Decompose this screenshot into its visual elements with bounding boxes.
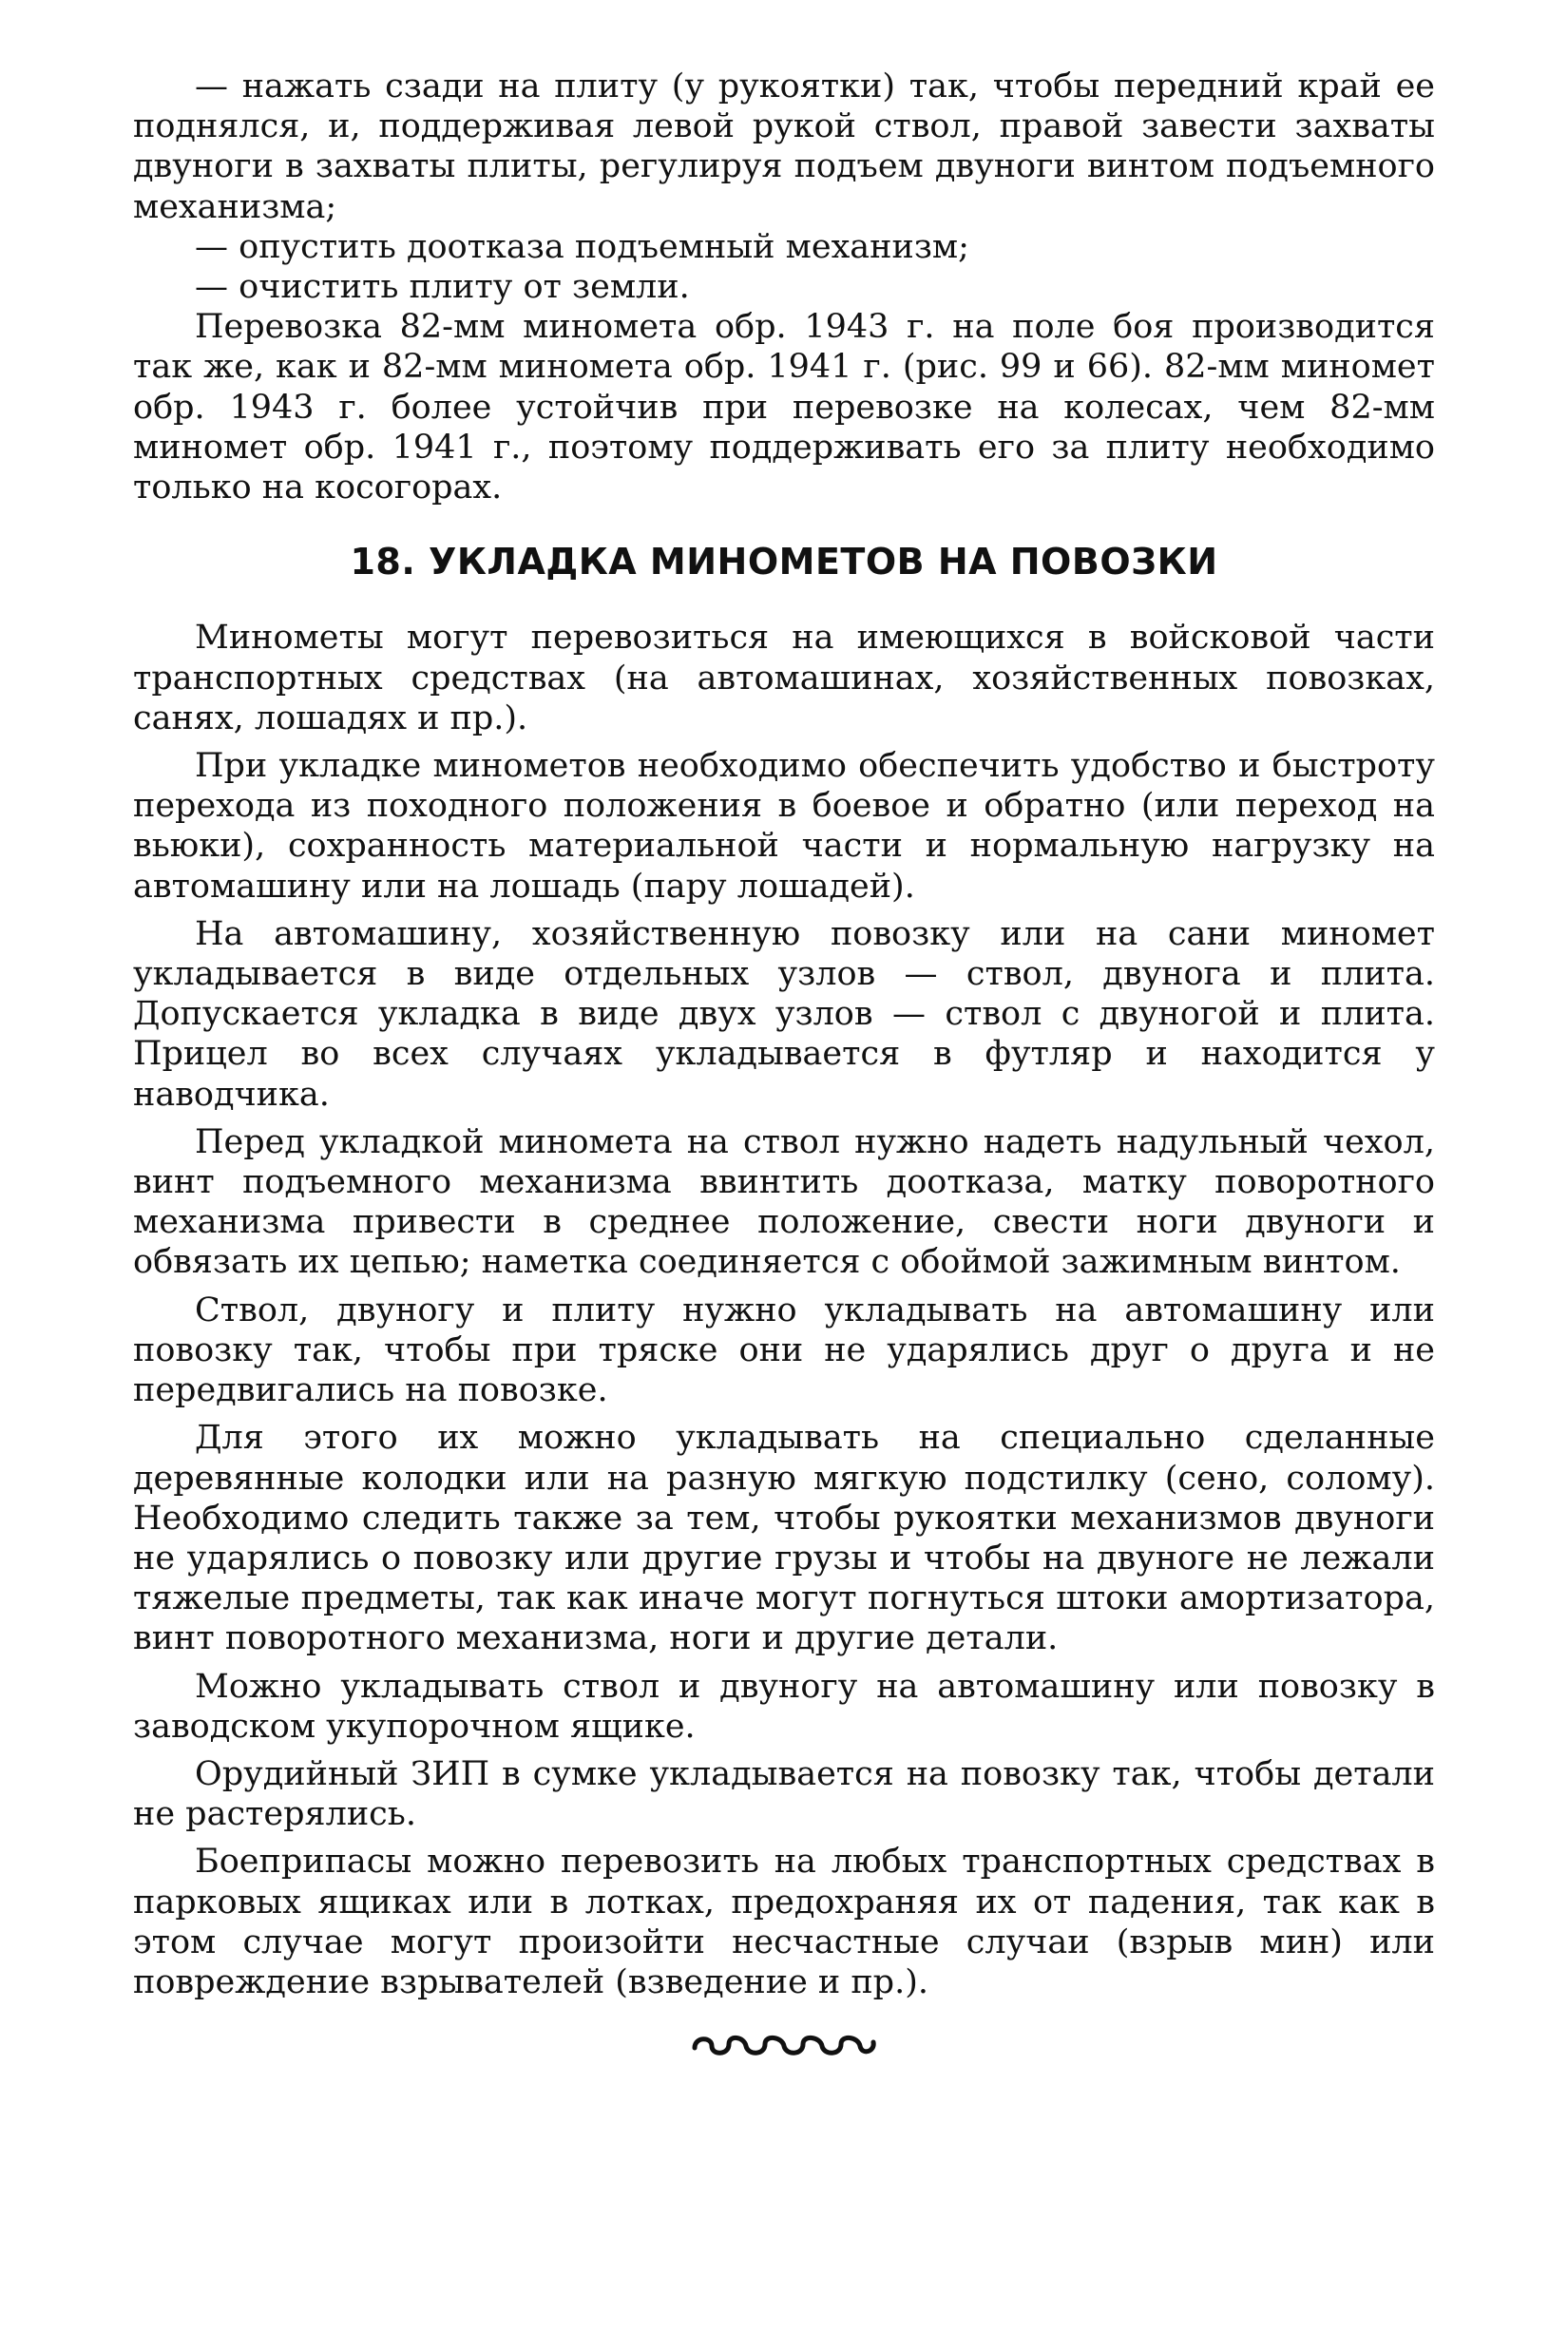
paragraph: Ствол, двуногу и плиту нужно укладывать на автомашину или повозку так, чтобы при тряске они не ударялись друг о друга и не передвигались на повозке. [133, 1291, 1435, 1410]
paragraph: Для этого их можно укладывать на специально сделанные деревянные колодки или на разную мягкую подстилку (сено, солому). Необходимо следить также за тем, чтобы рукоятки механизмов двуноги не ударялись о повозку или другие грузы и чтобы на двуноге не лежали тяжелые предметы, так как иначе могут погнуться штоки амортизатора, винт поворотного механизма, ноги и другие детали. [133, 1419, 1435, 1658]
paragraph: При укладке минометов необходимо обеспечить удобство и быстроту перехода из походного положения в боевое и обратно (или переход на вьюки), сохранность материальной части и нормальную нагрузку на автомашину или на лошадь (пару лошадей). [133, 747, 1435, 906]
list-item-dash-1: — нажать сзади на плиту (у рукоятки) так, чтобы передний край ее поднялся, и, поддерживая левой рукой ствол, правой завести захваты двуноги в захваты плиты, регулируя подъем двуноги винтом подъемного механизма; [133, 67, 1435, 226]
paragraph: Минометы могут перевозиться на имеющихся в войсковой части транспортных средствах (на автомашинах, хозяйственных повозках, санях, лошадях и пр.). [133, 619, 1435, 737]
list-item-dash-3: — очистить плиту от земли. [195, 268, 690, 307]
section-heading: 18. УКЛАДКА МИНОМЕТОВ НА ПОВОЗКИ [350, 541, 1218, 583]
paragraph: Перед укладкой миномета на ствол нужно надеть надульный чехол, винт подъемного механизма ввинтить доотказа, матку поворотного механизма привести в среднее положение, свести ноги двуноги и обвязать их цепью; наметка соединяется с обоймой зажимным винтом. [133, 1122, 1435, 1282]
ornament-icon [689, 2029, 879, 2061]
paragraph: Орудийный ЗИП в сумке укладывается на повозку так, чтобы детали не растерялись. [133, 1754, 1435, 1834]
paragraph: Боеприпасы можно перевозить на любых транспортных средствах в парковых ящиках или в лотках, предохраняя их от падения, так как в этом случае могут произойти несчастные случаи (взрыв мин) или повреждение взрывателей (взведение и пр.). [133, 1843, 1435, 2001]
paragraph-transport-note: Перевозка 82-мм миномета обр. 1943 г. на поле боя производится так же, как и 82-мм миномета обр. 1941 г. (рис. 99 и 66). 82-мм миномет обр. 1943 г. более устойчив при перевозке на колесах, чем 82-мм миномет обр. 1941 г., поэтому поддерживать его за плиту необходимо только на косогорах. [133, 308, 1435, 507]
end-ornament [133, 2029, 1435, 2069]
list-item-dash-2: — опустить доотказа подъемный механизм; [195, 227, 969, 266]
document-page [133, 67, 1435, 2069]
paragraph: Можно укладывать ствол и двуногу на автомашину или повозку в заводском укупорочном ящике. [133, 1667, 1435, 1746]
paragraph: На автомашину, хозяйственную повозку или на сани миномет укладывается в виде отдельных узлов — ствол, двунога и плита. Допускается укладка в виде двух узлов — ствол с двуногой и плита. Прицел во всех случаях укладывается в футляр и находится у наводчика. [133, 914, 1435, 1114]
